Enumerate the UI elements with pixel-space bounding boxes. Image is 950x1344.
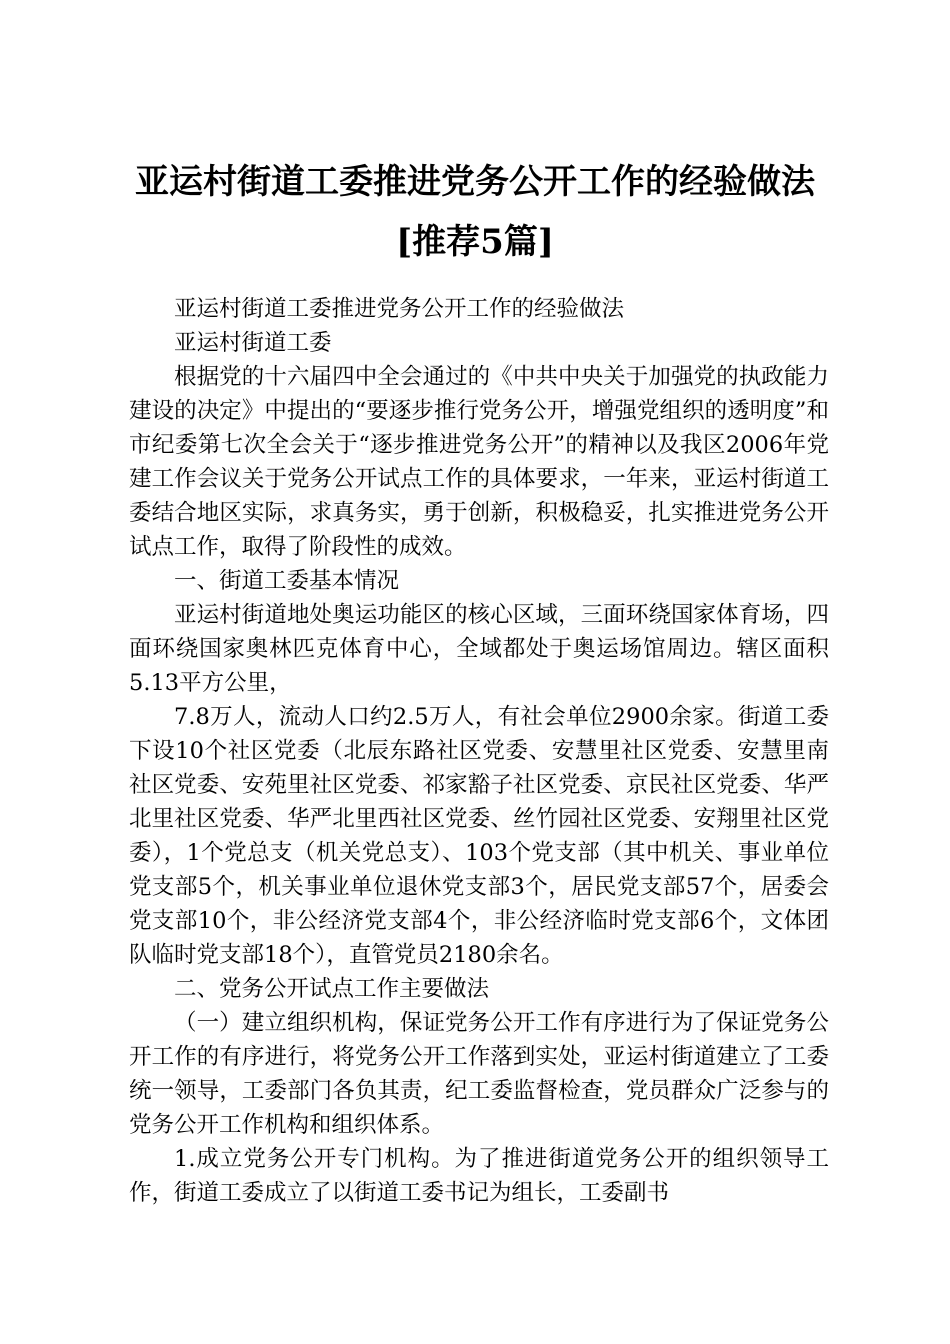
document-body	[129, 292, 829, 1210]
paragraph-organization: （一）建立组织机构，保证党务公开工作有序进行为了保证党务公开工作的有序进行，将党务公开工作落到实处，亚运村街道建立了工委统一领导，工委部门各负其责，纪工委监督检查，党员群众广泛参与的党务公开工作机构和组织体系。	[129, 1010, 829, 1138]
section-heading-1: 一、街道工委基本情况	[174, 568, 400, 594]
paragraph-item-1: 1.成立党务公开专门机构。为了推进街道党务公开的组织领导工作，街道工委成立了以街道工委书记为组长，工委副书	[129, 1146, 829, 1206]
paragraph-author: 亚运村街道工委	[174, 330, 332, 356]
paragraph-intro: 根据党的十六届四中全会通过的《中共中央关于加强党的执政能力建设的决定》中提出的“要逐步推行党务公开，增强党组织的透明度”和市纪委第七次全会关于“逐步推进党务公开”的精神以及我区2006年党建工作会议关于党务公开试点工作的具体要求，一年来，亚运村街道工委结合地区实际，求真务实，勇于创新，积极稳妥，扎实推进党务公开试点工作，取得了阶段性的成效。	[129, 364, 829, 560]
paragraph-subtitle: 亚运村街道工委推进党务公开工作的经验做法	[174, 296, 625, 322]
document-title-line-1: 亚运村街道工委推进党务公开工作的经验做法	[135, 162, 815, 202]
document-title-line-2: [推荐5篇]	[396, 222, 554, 262]
paragraph-population: 7.8万人，流动人口约2.5万人，有社会单位2900余家。街道工委下设10个社区党委（北辰东路社区党委、安慧里社区党委、安慧里南社区党委、安苑里社区党委、祁家豁子社区党委、京民社区党委、华严北里社区党委、华严北里西社区党委、丝竹园社区党委、安翔里社区党委），1个党总支（机关党总支）、103个党支部（其中机关、事业单位党支部5个，机关事业单位退休党支部3个，居民党支部57个，居委会党支部10个，非公经济党支部4个，非公经济临时党支部6个，文体团队临时党支部18个），直管党员2180余名。	[129, 704, 829, 968]
section-heading-2: 二、党务公开试点工作主要做法	[174, 976, 490, 1002]
paragraph-location: 亚运村街道地处奥运功能区的核心区域，三面环绕国家体育场，四面环绕国家奥林匹克体育中心，全域都处于奥运场馆周边。辖区面积5.13平方公里，	[129, 602, 829, 696]
